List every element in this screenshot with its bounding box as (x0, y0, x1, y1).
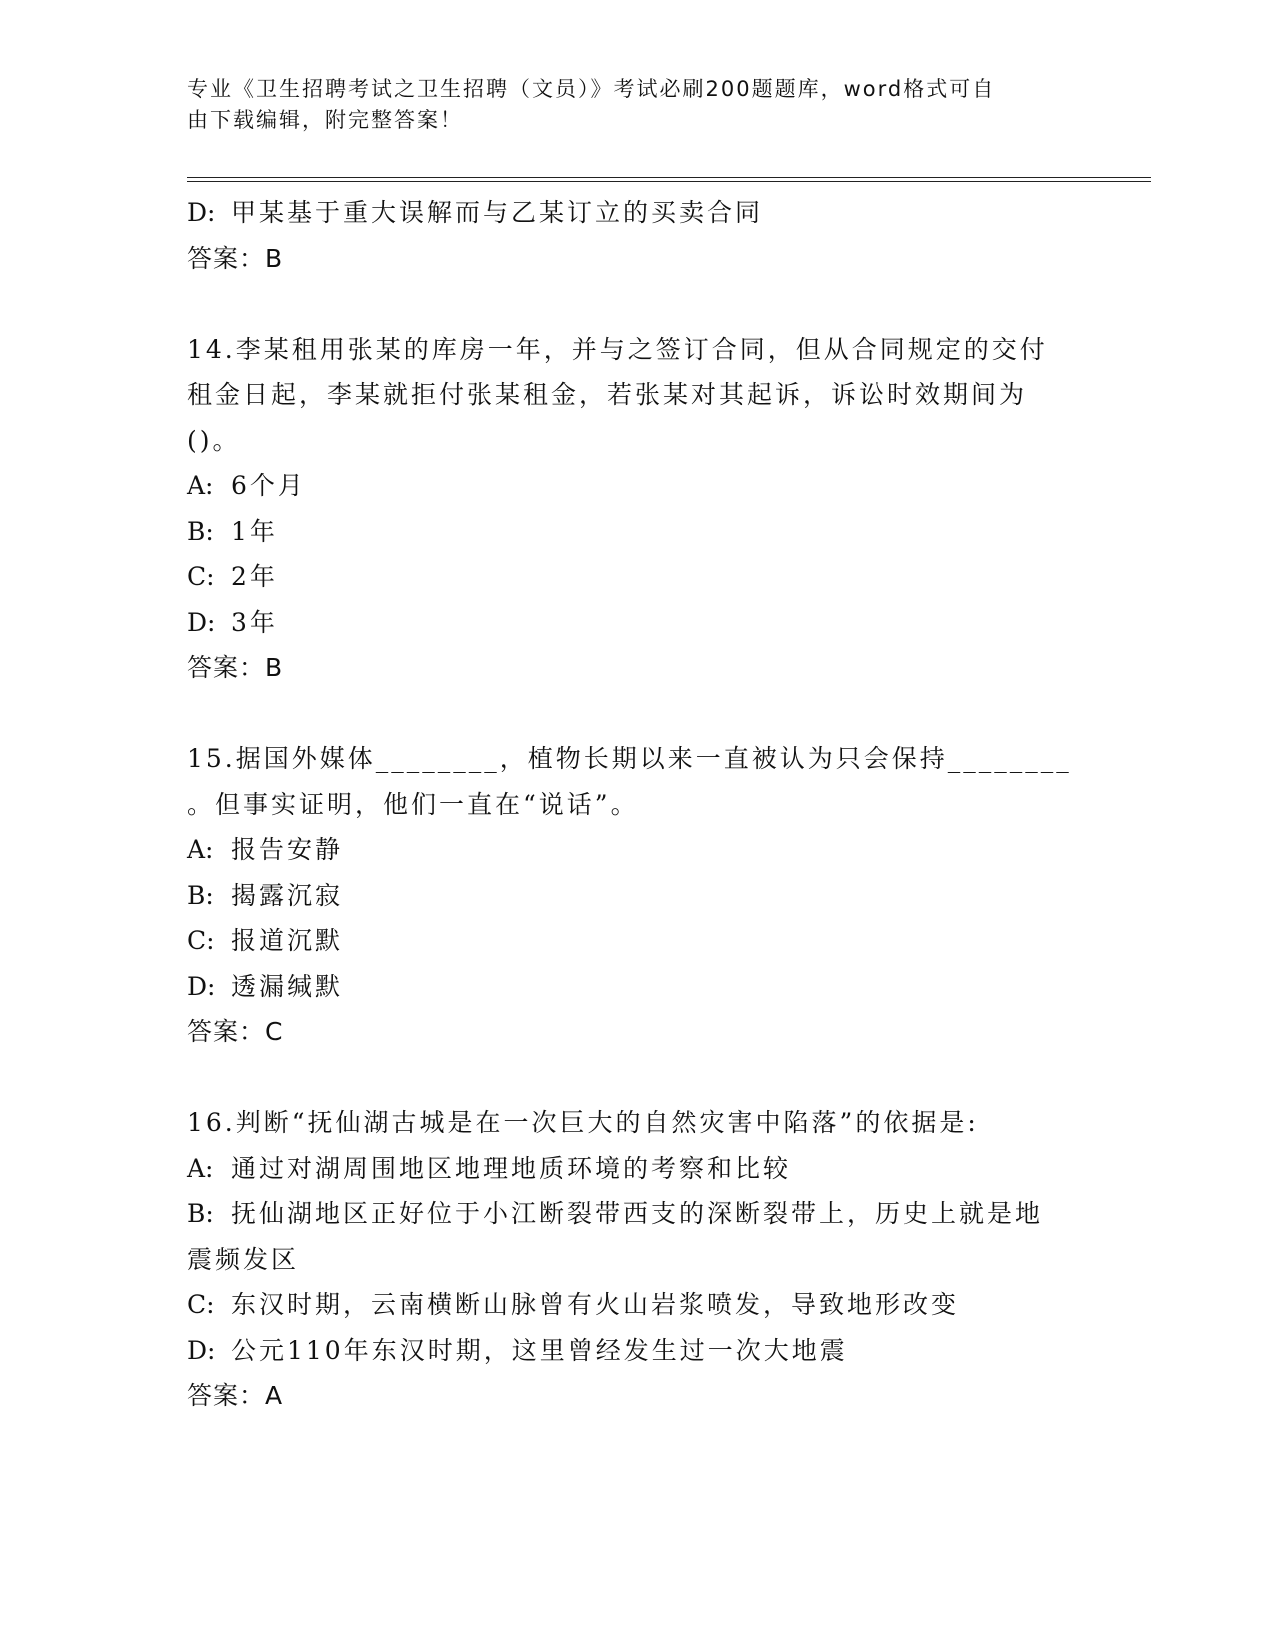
option-text: 透漏缄默 (231, 971, 344, 1001)
spacer (187, 691, 1067, 737)
q16-option-a (187, 1146, 1067, 1192)
q14-answer: 答案：B (187, 653, 284, 682)
option-label: B: (187, 1199, 214, 1228)
option-label: D: (187, 1335, 216, 1365)
option-label: A: (187, 835, 214, 864)
option-text: 东汉时期，云南横断山脉曾有火山岩浆喷发，导致地形改变 (231, 1290, 960, 1319)
prev-option-d (187, 190, 1067, 236)
header-line-2: 由下载编辑，附完整答案！ (187, 108, 463, 132)
option-label: A: (187, 1153, 214, 1183)
option-text: 报告安静 (231, 835, 344, 864)
q14-option-a (187, 463, 1067, 509)
option-text: 2年 (231, 562, 278, 591)
header-divider-bottom (187, 181, 1151, 182)
q16-option-b-continued: 震频发区 (187, 1244, 300, 1274)
q16-answer: 答案：A (187, 1381, 284, 1410)
q14-stem-line-2: 租金日起，李某就拒付张某租金，若张某对其起诉，诉讼时效期间为 (187, 380, 1028, 409)
q15-option-d (187, 964, 1067, 1010)
document-header (187, 74, 1067, 136)
option-text: 3年 (231, 607, 278, 637)
q15-stem-line-1: 15.据国外媒体________，植物长期以来一直被认为只会保持________ (187, 744, 1072, 773)
option-text: 公元110年东汉时期，这里曾经发生过一次大地震 (231, 1335, 848, 1365)
option-text: 抚仙湖地区正好位于小江断裂带西支的深断裂带上，历史上就是地 (231, 1199, 1044, 1228)
option-label: B: (187, 516, 214, 546)
option-label: A: (187, 471, 214, 500)
option-text: 1年 (231, 516, 278, 546)
option-label: B: (187, 880, 214, 910)
q14-stem-line-3: ()。 (187, 425, 241, 455)
q14-option-d (187, 600, 1067, 646)
header-divider-top (187, 177, 1151, 178)
q15-stem-line-2: 。但事实证明，他们一直在“说话”。 (187, 789, 639, 819)
question-content (187, 190, 1072, 1419)
q14-option-c (187, 554, 1067, 600)
q16-option-c (187, 1282, 1067, 1328)
q14-option-b (187, 509, 1067, 555)
option-label: D: (187, 607, 216, 637)
spacer (187, 281, 1067, 327)
q15-option-c (187, 918, 1067, 964)
q15-answer: 答案：C (187, 1017, 284, 1046)
option-text: 报道沉默 (231, 926, 344, 955)
option-text: 通过对湖周围地区地理地质环境的考察和比较 (231, 1153, 792, 1183)
option-label: D: (187, 198, 216, 227)
q16-option-d (187, 1328, 1067, 1374)
option-label: C: (187, 562, 215, 591)
option-text: 甲某基于重大误解而与乙某订立的买卖合同 (231, 198, 764, 227)
option-label: C: (187, 1290, 215, 1319)
option-text: 6个月 (231, 471, 306, 500)
spacer (187, 1055, 1067, 1101)
option-text: 揭露沉寂 (231, 880, 344, 910)
prev-answer: 答案：B (187, 243, 284, 273)
option-label: D: (187, 971, 216, 1001)
header-line-1: 专业《卫生招聘考试之卫生招聘（文员）》考试必刷200题题库，word格式可自 (187, 77, 996, 101)
q15-option-a (187, 827, 1067, 873)
option-label: C: (187, 926, 215, 955)
q14-stem-line-1: 14.李某租用张某的库房一年，并与之签订合同，但从合同规定的交付 (187, 334, 1048, 364)
q15-option-b (187, 873, 1067, 919)
q16-stem-line-1: 16.判断“抚仙湖古城是在一次巨大的自然灾害中陷落”的依据是: (187, 1108, 979, 1137)
q16-option-b (187, 1191, 1067, 1237)
